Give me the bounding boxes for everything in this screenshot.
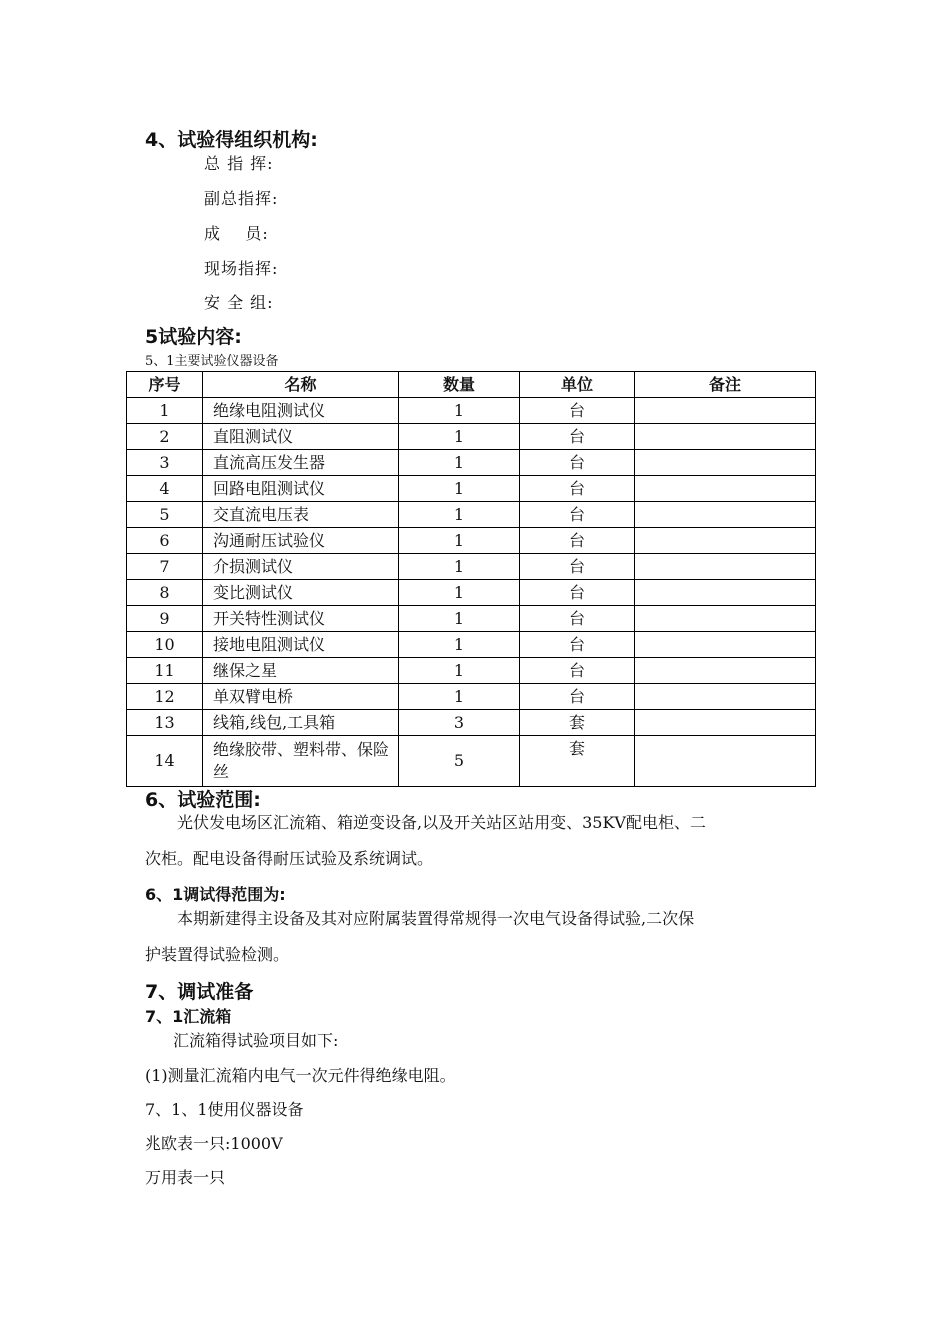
table-row [127,606,816,632]
header-unit: 单位 [520,372,635,398]
cell-index: 2 [127,424,203,450]
cell-remark [635,632,816,658]
cell-index: 6 [127,528,203,554]
section6-1-heading: 6、1调试得范围为: [145,885,286,904]
cell-index: 9 [127,606,203,632]
cell-index: 10 [127,632,203,658]
cell-unit: 台 [520,476,635,502]
cell-name: 直流高压发生器 [203,450,399,476]
header-remark: 备注 [635,372,816,398]
section7-line4: 兆欧表一只:1000V [145,1134,283,1153]
header-name: 名称 [203,372,399,398]
header-quantity: 数量 [399,372,520,398]
cell-name: 介损测试仪 [203,554,399,580]
table-row [127,684,816,710]
cell-unit: 台 [520,554,635,580]
cell-name: 变比测试仪 [203,580,399,606]
cell-remark [635,398,816,424]
equipment-table [126,371,816,787]
table-row [127,502,816,528]
cell-unit: 台 [520,424,635,450]
cell-remark [635,658,816,684]
cell-remark [635,528,816,554]
table-row [127,528,816,554]
section7-line2: (1)测量汇流箱内电气一次元件得绝缘电阻。 [145,1066,456,1085]
cell-quantity: 1 [399,606,520,632]
section7-line3: 7、1、1使用仪器设备 [145,1100,304,1119]
section6-1-line2: 护装置得试验检测。 [145,945,290,964]
cell-index: 7 [127,554,203,580]
section6-1-line1: 本期新建得主设备及其对应附属装置得常规得一次电气设备得试验,二次保 [177,909,695,928]
cell-index: 14 [127,736,203,787]
cell-remark [635,476,816,502]
section7-line1: 汇流箱得试验项目如下: [173,1031,339,1050]
cell-quantity: 1 [399,684,520,710]
cell-unit: 台 [520,684,635,710]
cell-name: 交直流电压表 [203,502,399,528]
cell-name: 回路电阻测试仪 [203,476,399,502]
table-row [127,450,816,476]
cell-remark [635,606,816,632]
cell-quantity: 1 [399,632,520,658]
section6-paragraph-line2: 次柜。配电设备得耐压试验及系统调试。 [145,849,434,868]
table-row [127,424,816,450]
cell-index: 12 [127,684,203,710]
table-row [127,710,816,736]
table-row [127,580,816,606]
cell-unit: 台 [520,398,635,424]
section7-1-heading: 7、1汇流箱 [145,1007,232,1026]
section5-subheading: 5、1主要试验仪器设备 [145,354,279,369]
cell-index: 13 [127,710,203,736]
cell-name: 直阻测试仪 [203,424,399,450]
cell-index: 4 [127,476,203,502]
role-members: 成 员: [204,224,269,243]
table-row [127,736,816,787]
table-header-row [127,372,816,398]
role-site-commander: 现场指挥: [204,259,279,278]
table-row [127,554,816,580]
cell-unit: 台 [520,632,635,658]
cell-unit: 台 [520,658,635,684]
cell-unit: 台 [520,502,635,528]
cell-unit: 台 [520,606,635,632]
cell-remark [635,710,816,736]
section6-heading: 6、试验范围: [145,789,261,811]
cell-quantity: 1 [399,580,520,606]
cell-quantity: 1 [399,502,520,528]
cell-unit: 台 [520,528,635,554]
section5-heading: 5试验内容: [145,326,242,348]
cell-remark [635,450,816,476]
cell-quantity: 5 [399,736,520,787]
cell-name: 沟通耐压试验仪 [203,528,399,554]
cell-name: 绝缘胶带、塑料带、保险丝 [203,736,399,787]
cell-quantity: 1 [399,554,520,580]
cell-quantity: 1 [399,658,520,684]
table-row [127,476,816,502]
table-row [127,658,816,684]
cell-name: 接地电阻测试仪 [203,632,399,658]
cell-name: 开关特性测试仪 [203,606,399,632]
cell-quantity: 3 [399,710,520,736]
role-safety-group: 安 全 组: [204,293,274,312]
cell-index: 8 [127,580,203,606]
cell-unit: 套 [520,710,635,736]
cell-quantity: 1 [399,450,520,476]
cell-unit: 台 [520,580,635,606]
role-chief-commander: 总 指 挥: [204,154,274,173]
cell-name: 单双臂电桥 [203,684,399,710]
section4-heading: 4、试验得组织机构: [145,129,318,151]
cell-remark [635,736,816,787]
cell-quantity: 1 [399,424,520,450]
cell-remark [635,554,816,580]
cell-name: 继保之星 [203,658,399,684]
cell-name: 线箱,线包,工具箱 [203,710,399,736]
cell-quantity: 1 [399,398,520,424]
cell-remark [635,684,816,710]
cell-remark [635,502,816,528]
header-index: 序号 [127,372,203,398]
cell-quantity: 1 [399,528,520,554]
cell-remark [635,424,816,450]
cell-index: 11 [127,658,203,684]
role-deputy-commander: 副总指挥: [204,189,279,208]
cell-name: 绝缘电阻测试仪 [203,398,399,424]
table-row [127,632,816,658]
section7-heading: 7、调试准备 [145,981,254,1003]
cell-unit: 套 [520,736,635,787]
cell-unit: 台 [520,450,635,476]
cell-index: 5 [127,502,203,528]
section6-paragraph-line1: 光伏发电场区汇流箱、箱逆变设备,以及开关站区站用变、35KV配电柜、二 [177,813,706,832]
cell-quantity: 1 [399,476,520,502]
table-row [127,398,816,424]
cell-remark [635,580,816,606]
cell-index: 1 [127,398,203,424]
cell-index: 3 [127,450,203,476]
section7-line5: 万用表一只 [145,1168,226,1187]
